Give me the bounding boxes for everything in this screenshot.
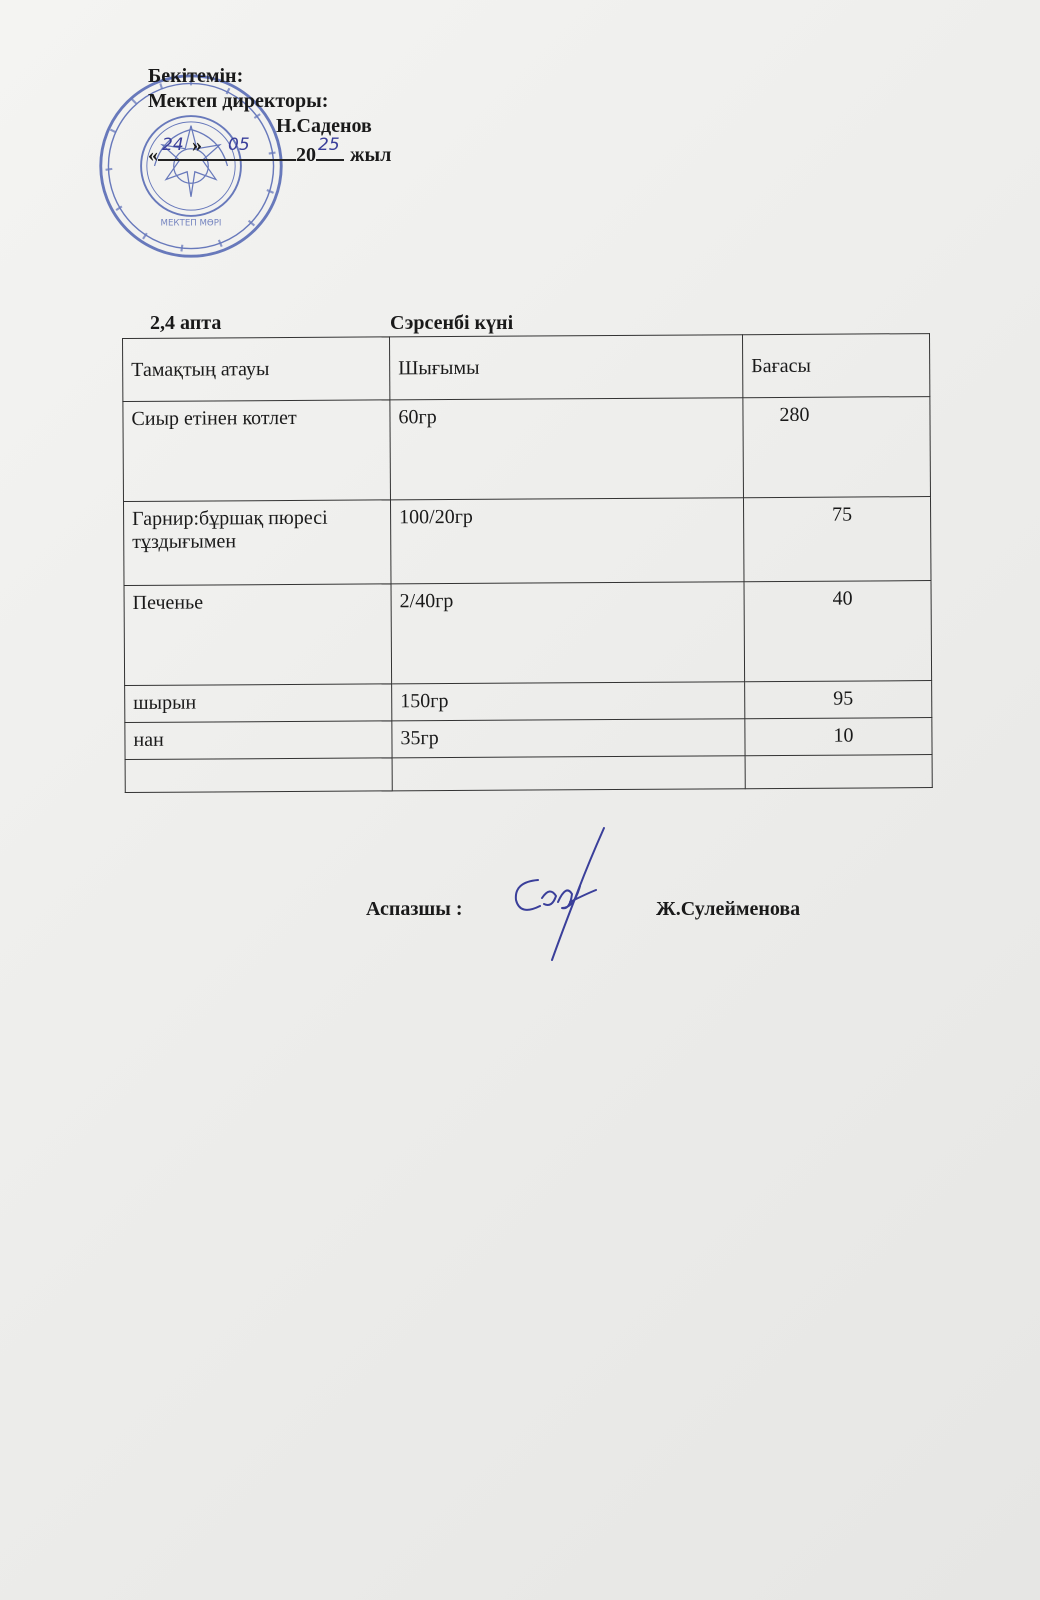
- cell-price: 75: [743, 497, 931, 582]
- date-blank: [158, 134, 296, 161]
- cell-price: [745, 755, 932, 789]
- table-row: [123, 397, 931, 502]
- cell-yield: 60гр: [390, 398, 744, 500]
- menu-table: [122, 333, 933, 793]
- cell-name: Гарнир:бұршақ пюресі тұздығымен: [123, 500, 391, 586]
- cell-price: 95: [745, 681, 932, 719]
- cell-yield: 2/40гр: [391, 582, 745, 684]
- year-word: жыл: [350, 144, 392, 166]
- table-row: [125, 681, 932, 723]
- cell-name: нан: [125, 721, 392, 760]
- cook-name: Ж.Сулейменова: [656, 898, 801, 920]
- date-day: 24: [162, 135, 184, 155]
- table-row: [125, 718, 932, 760]
- table-row: [124, 581, 932, 686]
- cell-yield: 150гр: [392, 682, 745, 721]
- date-open-quote: «: [148, 144, 158, 166]
- table-header-row: [123, 334, 930, 402]
- column-header-price: Бағасы: [742, 334, 929, 398]
- table-row-empty: [125, 755, 932, 793]
- stamp-text: МЕКТЕП МӨРІ: [160, 218, 222, 229]
- cell-price: 40: [744, 581, 932, 682]
- cell-price: 10: [745, 718, 932, 756]
- year-blank: [316, 135, 344, 161]
- table-row: [123, 497, 930, 586]
- column-header-name: Тамақтың атауы: [123, 337, 390, 402]
- director-name: Н.Саденов: [276, 115, 372, 137]
- cook-label: Аспазшы :: [366, 898, 463, 920]
- cook-signature: [500, 824, 630, 964]
- cell-name: шырын: [125, 684, 392, 723]
- cell-yield: 100/20гр: [390, 498, 744, 584]
- date-close-quote: »: [192, 134, 202, 156]
- year-suffix: 25: [318, 135, 340, 155]
- cell-name: Сиыр етінен котлет: [123, 400, 391, 502]
- year-prefix: 20: [296, 144, 316, 166]
- cell-price: 280: [743, 397, 931, 498]
- date-month: 05: [228, 135, 250, 155]
- week-label: 2,4 апта: [150, 312, 222, 334]
- cell-name: Печенье: [124, 584, 392, 686]
- approval-block: [148, 64, 391, 168]
- cell-yield: [392, 756, 745, 791]
- column-header-yield: Шығымы: [389, 335, 742, 400]
- approved-label: Бекітемін:: [148, 65, 244, 87]
- director-title: Мектеп директоры:: [148, 90, 329, 112]
- cell-name: [125, 758, 392, 793]
- day-label: Сэрсенбі күні: [390, 312, 514, 334]
- cell-yield: 35гр: [392, 719, 745, 758]
- approval-date: [148, 134, 392, 168]
